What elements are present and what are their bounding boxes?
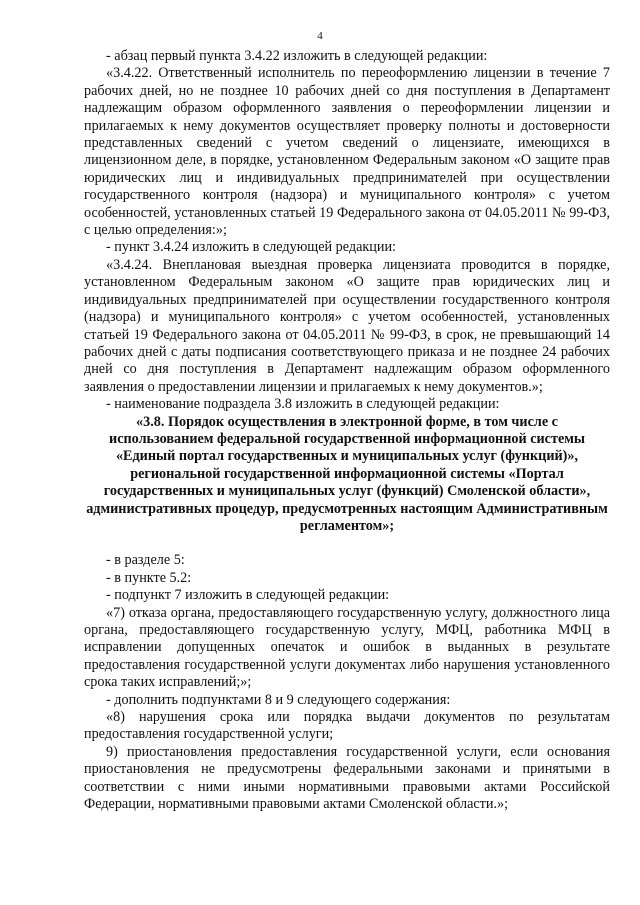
paragraph-3-4-22-text: «3.4.22. Ответственный исполнитель по переоформлению лицензии в течение 7 рабочих дней, но не позднее 10 рабочих дней со дня поступления в Департамент надлежащим образом оформленного заявления о переоформлении лицензии и прилагаемых к нему документов осуществляет проверку полноты и достоверности представленных сведений с учетом сведений о лицензиате, имеющихся в лицензионном деле, в порядке, установленном Федеральным законом «О защите прав юридических лиц и индивидуальных предпринимателей при осуществлении государственного контроля (надзора) и муниципального контроля» с учетом особенностей, установленных статьей 19 Федерального закона от 04.05.2011 № 99-ФЗ, с целью определения:»; <box>84 65 610 239</box>
paragraph-subpoint-9-text: 9) приостановления предоставления государственной услуги, если основания приостановления не предусмотрены федеральными законами и принятыми в соответствии с ними иными нормативными правовыми актами Российской Федерации, нормативными правовыми актами Смоленской области.»; <box>84 743 610 813</box>
paragraph-add-subpoints-8-9: - дополнить подпунктами 8 и 9 следующего содержания: <box>106 691 451 708</box>
page-number: 4 <box>317 30 323 42</box>
paragraph-section-5: - в разделе 5: <box>106 552 185 569</box>
document-body <box>84 48 610 813</box>
paragraph-amend-3-8-title: - наименование подраздела 3.8 изложить в следующей редакции: <box>106 396 500 413</box>
paragraph-subpoint-7-text: «7) отказа органа, предоставляющего государственную услугу, должностного лица органа, предоставляющего государственную услугу, МФЦ, работника МФЦ в исправлении допущенных опечаток и ошибок в выданных в результате предоставления государственной услуги документах либо нарушения установленного срока таких исправлений;»; <box>84 604 610 691</box>
paragraph-3-4-24-text: «3.4.24. Внеплановая выездная проверка лицензиата проводится в порядке, установленном Федеральным законом «О защите прав юридических лиц и индивидуальных предпринимателей при осуществлении государственного контроля (надзора) и муниципального контроля» с учетом особенностей, установленных статьей 19 Федерального закона от 04.05.2011 № 99-ФЗ, в срок, не превышающий 14 рабочих дней с даты подписания соответствующего приказа и не позднее 24 рабочих дней со дня поступления в Департамент надлежащим образом оформленного заявления о предоставлении лицензии и прилагаемых к нему документов.»; <box>84 256 610 395</box>
paragraph-amend-3-4-22: - абзац первый пункта 3.4.22 изложить в следующей редакции: <box>106 48 488 64</box>
subsection-3-8-heading: «3.8. Порядок осуществления в электронной форме, в том числе с использованием федеральной государственной информационной системы «Единый портал государственных и муниципальных услуг (функций)», региональной государственной информационной системы «Портал государственных и муниципальных услуг (функций) Смоленской области», административных процедур, предусмотренных настоящим Административным регламентом»; <box>86 413 608 534</box>
paragraph-amend-subpoint-7: - подпункт 7 изложить в следующей редакции: <box>106 587 390 604</box>
paragraph-point-5-2: - в пункте 5.2: <box>106 569 192 586</box>
paragraph-amend-3-4-24: - пункт 3.4.24 изложить в следующей редакции: <box>106 239 396 256</box>
paragraph-subpoint-8-text: «8) нарушения срока или порядка выдачи документов по результатам предоставления государственной услуги; <box>84 709 610 743</box>
blank-line <box>84 535 610 552</box>
